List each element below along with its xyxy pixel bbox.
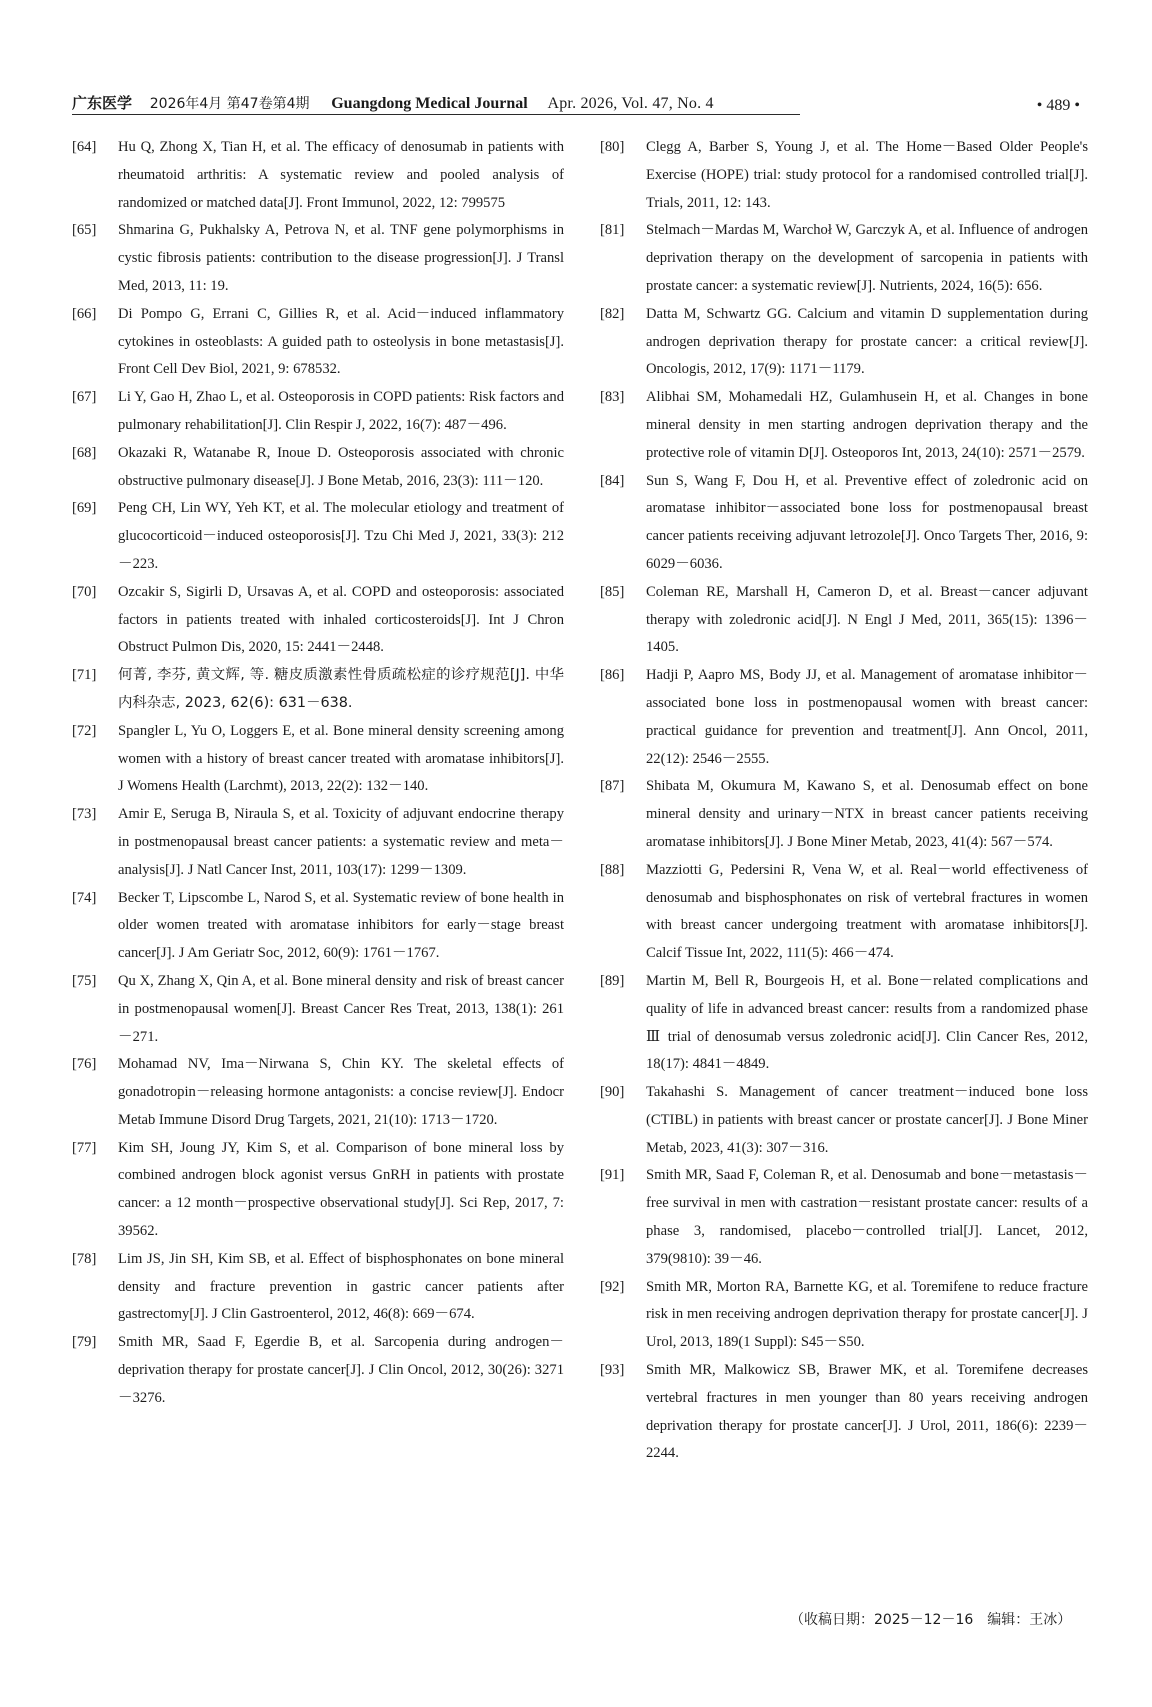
reference-number: [79] [72,1334,97,1351]
reference-number: [85] [600,583,625,600]
reference-number: [66] [72,305,97,322]
header-left [72,92,714,113]
reference-number: [90] [600,1084,625,1101]
reference-item [72,1135,564,1246]
reference-text: Li Y, Gao H, Zhao L, et al. Osteoporosis in COPD patients: Risk factors and pulmonary rehabilitation[J]. Clin Respir J, 2022, 16(7): 487－496. [118,389,564,433]
references-column-left [72,134,564,1413]
reference-item [72,301,564,384]
reference-number: [91] [600,1167,625,1184]
reference-text: Becker T, Lipscombe L, Narod S, et al. Systematic review of bone health in older women treated with aromatase inhibitors for early－stage breast cancer[J]. J Am Geriatr Soc, 2012, 60(9): 1761－1767. [118,889,564,962]
reference-number: [80] [600,139,625,155]
reference-item [600,217,1088,300]
reference-text: Amir E, Seruga B, Niraula S, et al. Toxicity of adjuvant endocrine therapy in postmenopausal breast cancer patients: a systematic review and meta－analysis[J]. J Natl Cancer Inst, 2011, 103(17): 1299－1309. [118,806,564,878]
issue-info-en: Apr. 2026, Vol. 47, No. 4 [547,95,714,112]
reference-text: Smith MR, Morton RA, Barnette KG, et al. Toremifene to reduce fracture risk in men receiving androgen deprivation therapy for prostate cancer[J]. J Urol, 2013, 189(1 Suppl): S45－S50. [646,1278,1088,1351]
reference-text: Okazaki R, Watanabe R, Inoue D. Osteoporosis associated with chronic obstructive pulmonary disease[J]. J Bone Metab, 2016, 23(3): 111－120. [118,444,564,489]
reference-number: [89] [600,972,625,989]
reference-item [600,301,1088,384]
reference-item [72,440,564,496]
reference-text: Shmarina G, Pukhalsky A, Petrova N, et al. TNF gene polymorphisms in cystic fibrosis patients: contribution to the disease progression[J]. J Transl Med, 2013, 11: 19. [118,222,564,294]
reference-number: [78] [72,1250,97,1267]
reference-text: Stelmach－Mardas M, Warchoł W, Garczyk A, et al. Influence of androgen deprivation therapy on the development of sarcopenia in patients with prostate cancer: a systematic review[J]. Nutrients, 2024, 16(5): 656. [646,222,1088,294]
reference-item [600,468,1088,579]
reference-number: [76] [72,1056,97,1073]
reference-text: Martin M, Bell R, Bourgeois H, et al. Bone－related complications and quality of life in advanced breast cancer: results from a randomized phase Ⅲ trial of denosumab versus zoledronic acid[J]. Clin Cancer Res, 2012, 18(17): 4841－4849. [646,972,1088,1073]
reference-item [72,885,564,968]
received-date-note: （收稿日期：2025－12－16 编辑：王冰） [790,1612,1072,1628]
reference-item [600,134,1088,217]
reference-text: Ozcakir S, Sigirli D, Ursavas A, et al. COPD and osteoporosis: associated factors in patients treated with inhaled corticosteroids[J]. Int J Chron Obstruct Pulmon Dis, 2020, 15: 2441－2448. [118,583,564,656]
reference-item [600,579,1088,662]
reference-number: [72] [72,722,97,739]
reference-number: [88] [600,861,625,878]
reference-text: Hu Q, Zhong X, Tian H, et al. The efficacy of denosumab in patients with rheumatoid arthritis: A systematic review and pooled analysis of randomized or matched data[J]. Front Immunol, 2022, 12: 799575 [118,139,564,211]
reference-text: Mazziotti G, Pedersini R, Vena W, et al. Real－world effectiveness of denosumab and bisphosphonates on risk of vertebral fractures in women with breast cancer undergoing treatment with aromatase inhibitors[J]. Calcif Tissue Int, 2022, 111(5): 466－474. [646,861,1088,962]
reference-number: [65] [72,222,97,239]
reference-number: [75] [72,972,97,989]
reference-number: [69] [72,500,97,517]
reference-item [600,1357,1088,1468]
reference-text: Kim SH, Joung JY, Kim S, et al. Comparison of bone mineral loss by combined androgen block agonist versus GnRH in patients with prostate cancer: a 12 month－prospective observational study[J]. Sci Rep, 2017, 7: 39562. [118,1139,564,1240]
reference-item [72,384,564,440]
reference-number: [74] [72,889,97,906]
page-number: • 489 • [1036,97,1080,114]
journal-name-cn: 广东医学 [72,94,133,112]
reference-number: [81] [600,222,625,239]
reference-item [600,1079,1088,1162]
reference-item [72,217,564,300]
reference-text: Takahashi S. Management of cancer treatment－induced bone loss (CTIBL) in patients with breast cancer or prostate cancer[J]. J Bone Miner Metab, 2023, 41(3): 307－316. [646,1084,1088,1156]
reference-text: Peng CH, Lin WY, Yeh KT, et al. The molecular etiology and treatment of glucocorticoid－induced osteoporosis[J]. Tzu Chi Med J, 2021, 33(3): 212－223. [118,500,564,572]
reference-text: Sun S, Wang F, Dou H, et al. Preventive effect of zoledronic acid on aromatase inhibitor－associated bone loss for postmenopausal breast cancer patients receiving adjuvant letrozole[J]. Onco Targets Ther, 2016, 9: 6029－6036. [646,472,1088,572]
reference-text: Shibata M, Okumura M, Kawano S, et al. Denosumab effect on bone mineral density and urinary－NTX in breast cancer patients receiving aromatase inhibitors[J]. J Bone Miner Metab, 2023, 41(4): 567－574. [646,778,1088,850]
reference-text: Qu X, Zhang X, Qin A, et al. Bone mineral density and risk of breast cancer in postmenopausal women[J]. Breast Cancer Res Treat, 2013, 138(1): 261－271. [118,972,564,1045]
reference-number: [68] [72,444,97,461]
reference-text: Datta M, Schwartz GG. Calcium and vitamin D supplementation during androgen deprivation therapy for prostate cancer: a critical review[J]. Oncologis, 2012, 17(9): 1171－1179. [646,305,1088,378]
reference-item [600,662,1088,773]
reference-text: Lim JS, Jin SH, Kim SB, et al. Effect of bisphosphonates on bone mineral density and fracture prevention in gastric cancer patients after gastrectomy[J]. J Clin Gastroenterol, 2012, 46(8): 669－674. [118,1250,564,1323]
reference-item [72,134,564,217]
reference-item [600,1274,1088,1357]
reference-text: Smith MR, Malkowicz SB, Brawer MK, et al. Toremifene decreases vertebral fractures in men younger than 80 years receiving androgen deprivation therapy for prostate cancer[J]. J Urol, 2011, 186(6): 2239－2244. [646,1362,1088,1462]
reference-item [72,801,564,884]
header-rule [72,114,800,115]
reference-number: [77] [72,1139,97,1156]
reference-item [72,1246,564,1329]
reference-number: [67] [72,389,97,406]
reference-item [600,384,1088,467]
reference-item [72,968,564,1051]
reference-text: Hadji P, Aapro MS, Body JJ, et al. Management of aromatase inhibitor－associated bone loss in postmenopausal women with breast cancer: practical guidance for prevention and treatment[J]. Ann Oncol, 2011, 22(12): 2546－2555. [646,667,1088,767]
reference-number: [71] [72,667,97,684]
reference-number: [73] [72,806,97,823]
reference-text: Smith MR, Saad F, Coleman R, et al. Denosumab and bone－metastasis－free survival in men with castration－resistant prostate cancer: results of a phase 3, randomised, placebo－controlled trial[J]. Lancet, 2012, 379(9810): 39－46. [646,1167,1088,1267]
reference-number: [82] [600,305,625,322]
reference-number: [83] [600,389,625,406]
reference-item [600,1162,1088,1273]
reference-item [72,1329,564,1412]
reference-text: Alibhai SM, Mohamedali HZ, Gulamhusein H, et al. Changes in bone mineral density in men starting androgen deprivation therapy and the protective role of vitamin D[J]. Osteoporos Int, 2013, 24(10): 2571－2579. [646,389,1088,461]
reference-number: [93] [600,1362,625,1379]
references-column-right [600,134,1088,1468]
reference-number: [92] [600,1278,625,1295]
reference-text: 何菁, 李芬, 黄文辉, 等. 糖皮质激素性骨质疏松症的诊疗规范[J]. 中华内科杂志, 2023, 62(6): 631－638. [118,667,564,711]
reference-item [72,1051,564,1134]
reference-item [600,857,1088,968]
reference-number: [87] [600,778,625,795]
reference-number: [84] [600,472,625,489]
reference-text: Smith MR, Saad F, Egerdie B, et al. Sarcopenia during androgen－deprivation therapy for prostate cancer[J]. J Clin Oncol, 2012, 30(26): 3271－3276. [118,1334,564,1406]
reference-number: [86] [600,667,625,684]
reference-text: Clegg A, Barber S, Young J, et al. The Home－Based Older People's Exercise (HOPE) trial: study protocol for a randomised controlled trial[J]. Trials, 2011, 12: 143. [646,139,1088,211]
reference-number: [64] [72,139,97,155]
journal-name-en: Guangdong Medical Journal [331,95,528,112]
reference-item [600,773,1088,856]
reference-text: Spangler L, Yu O, Loggers E, et al. Bone mineral density screening among women with a history of breast cancer treated with aromatase inhibitors[J]. J Womens Health (Larchmt), 2013, 22(2): 132－140. [118,722,564,795]
reference-item [600,968,1088,1079]
issue-info-cn: 2026年4月 第47卷第4期 [149,96,310,112]
reference-item [72,718,564,801]
reference-item [72,495,564,578]
reference-text: Mohamad NV, Ima－Nirwana S, Chin KY. The skeletal effects of gonadotropin－releasing hormone antagonists: a concise review[J]. Endocr Metab Immune Disord Drug Targets, 2021, 21(10): 1713－1720. [118,1056,564,1128]
reference-number: [70] [72,583,97,600]
reference-item [72,579,564,662]
reference-item [72,662,564,718]
reference-text: Di Pompo G, Errani C, Gillies R, et al. Acid－induced inflammatory cytokines in osteoblasts: A guided path to osteolysis in bone metastasis[J]. Front Cell Dev Biol, 2021, 9: 678532. [118,305,564,378]
reference-text: Coleman RE, Marshall H, Cameron D, et al. Breast－cancer adjuvant therapy with zoledronic acid[J]. N Engl J Med, 2011, 365(15): 1396－1405. [646,583,1088,656]
